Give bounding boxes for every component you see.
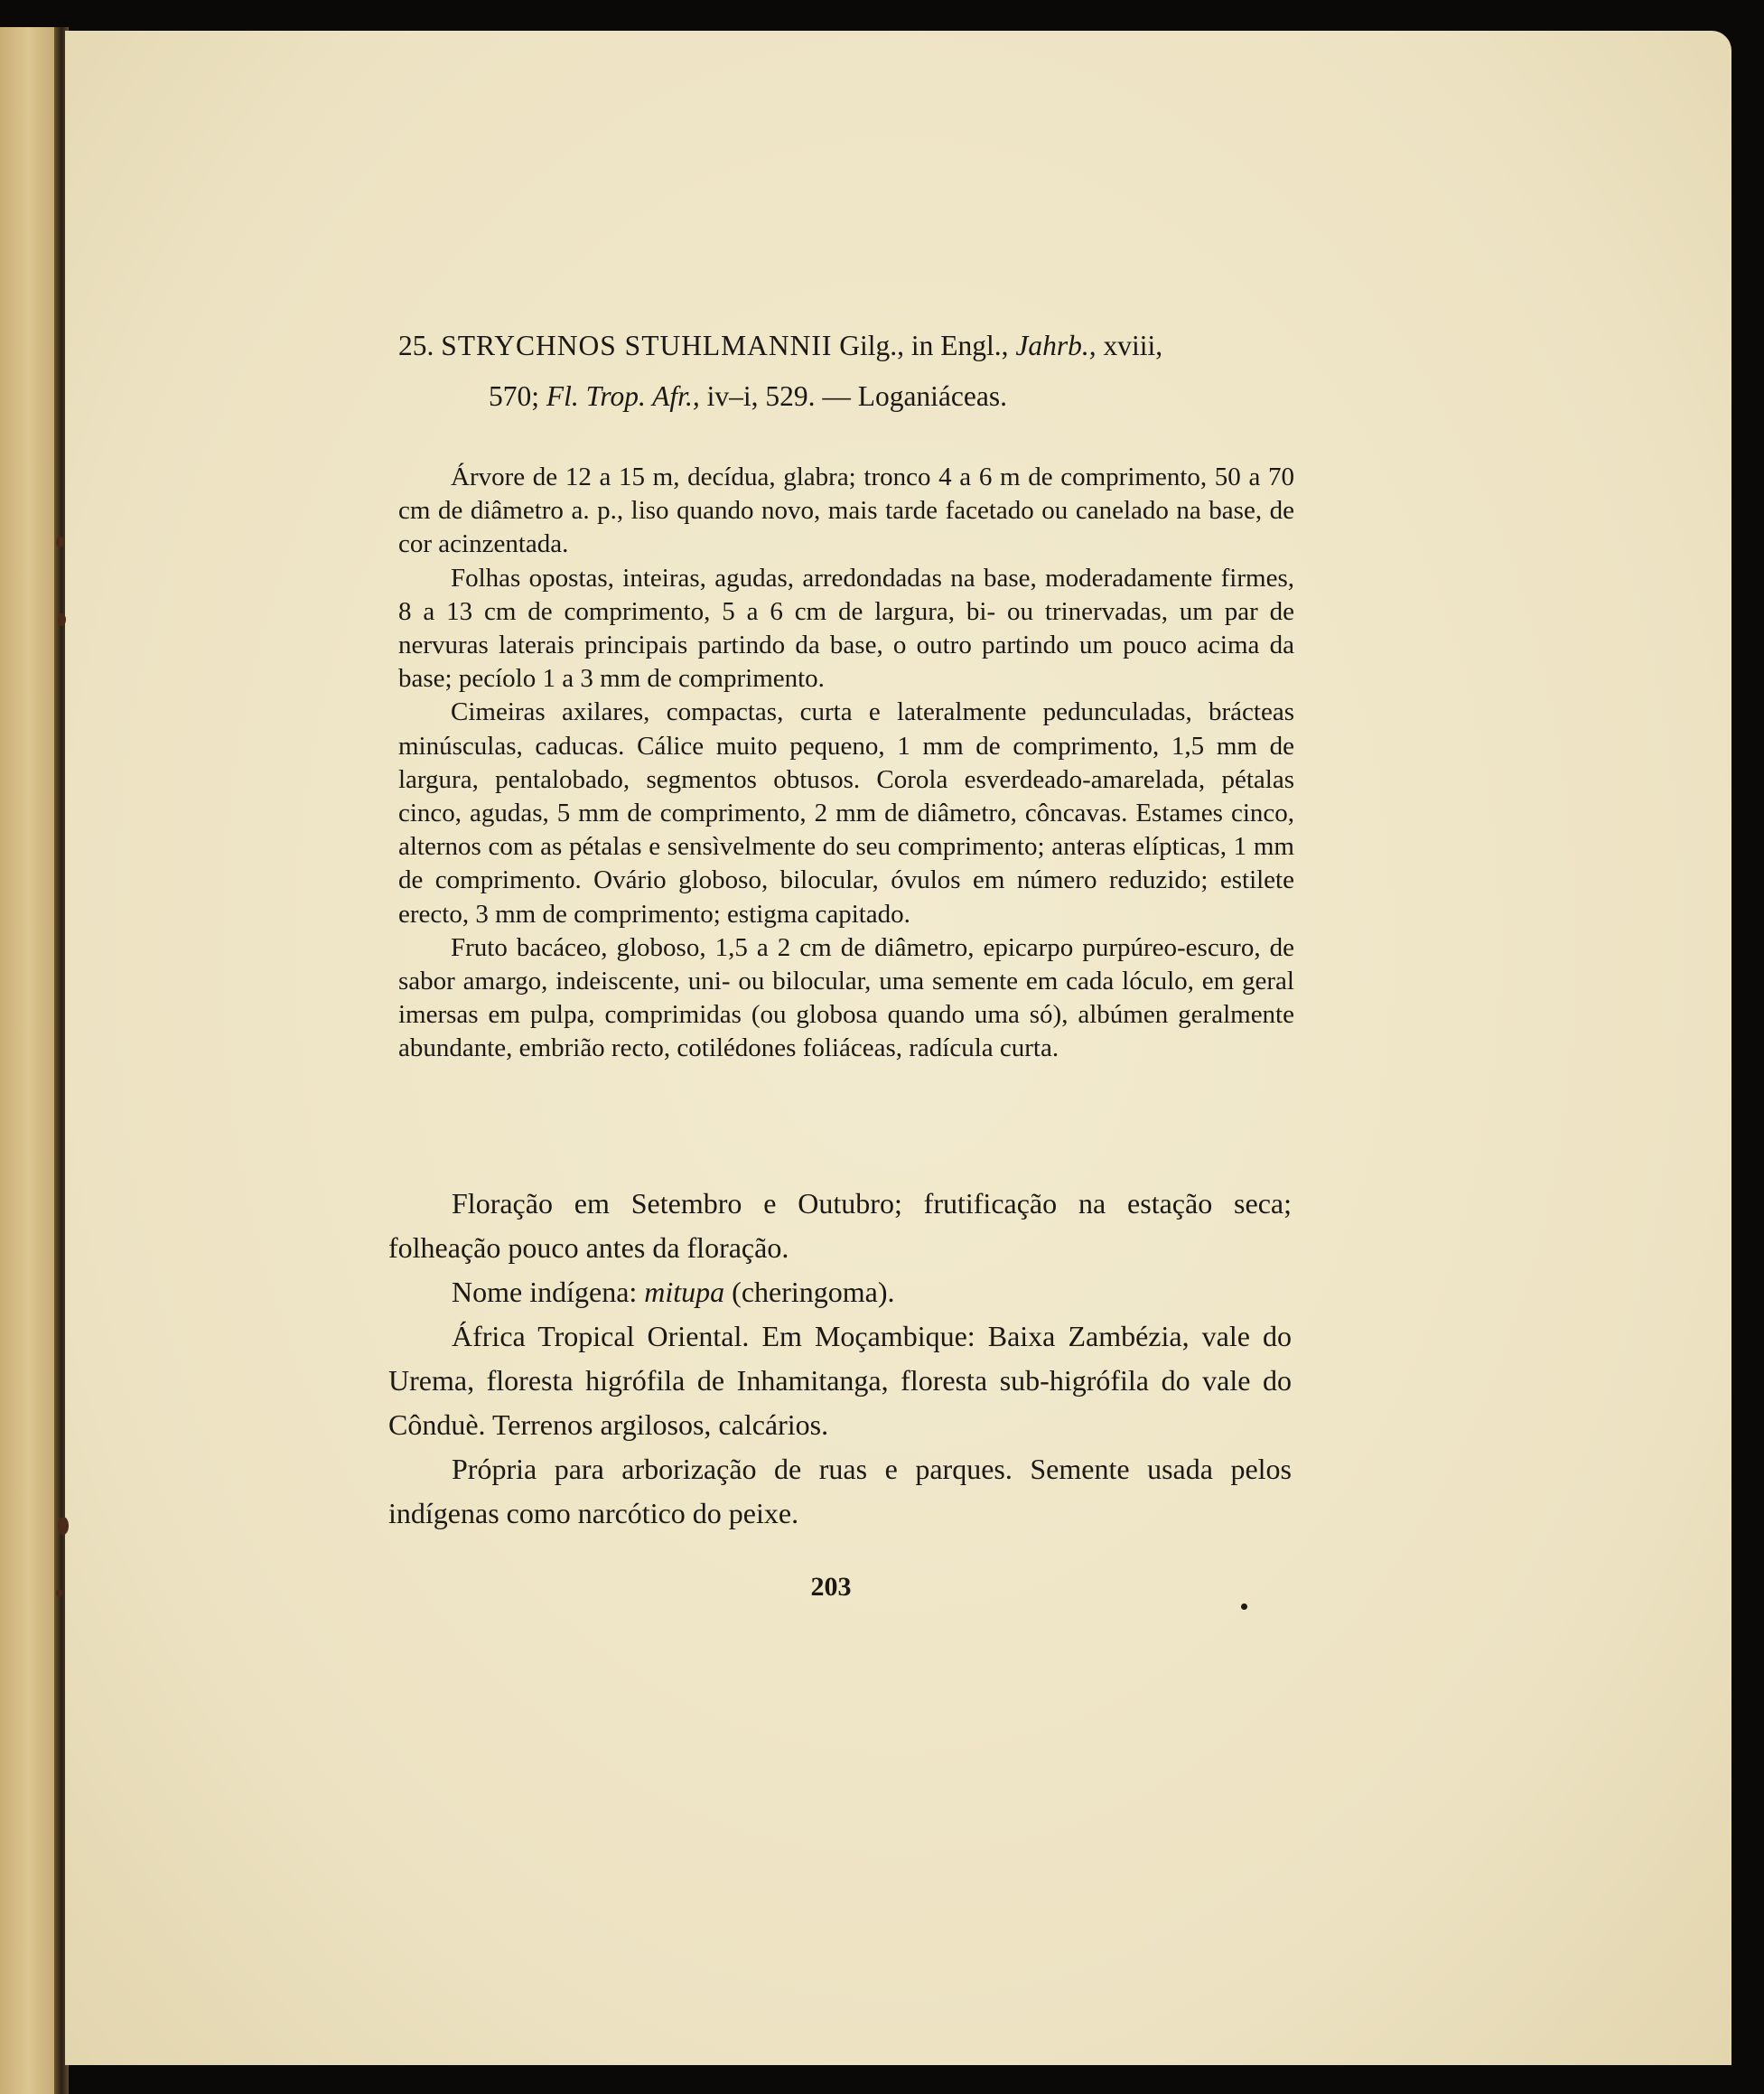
native-name-region: (cheringoma).: [732, 1276, 895, 1308]
ecology-notes: [388, 1182, 1292, 1536]
native-name: mitupa: [644, 1276, 725, 1308]
binding-hole: [56, 1589, 62, 1597]
journal-title: Jahrb.,: [1015, 330, 1097, 361]
binding-hole: [58, 613, 66, 626]
flora-title: Fl. Trop. Afr.,: [546, 380, 700, 412]
journal-page: 570;: [489, 380, 540, 412]
page-number: 203: [810, 1572, 852, 1602]
ink-speck: [1241, 1603, 1247, 1610]
description-paragraph-tree: Árvore de 12 a 15 m, decídua, glabra; tronco 4 a 6 m de comprimento, 50 a 70 cm de diâmetro a. p., liso quando novo, mais tarde facetado ou canelado na base, de cor acinzentada.: [398, 463, 1294, 559]
binding-hole: [56, 537, 64, 547]
flowering-note: Floração em Setembro e Outubro; frutificação na estação seca; folheação pouco antes da floração.: [388, 1187, 1292, 1264]
description-paragraph-flowers: Cimeiras axilares, compactas, curta e lateralmente pedunculadas, brácteas minúsculas, caducas. Cálice muito pequeno, 1 mm de comprimento, 1,5 mm de largura, pentalobado, segmentos obtusos. Corola esverdeado-amarelada, pétalas cinco, agudas, 5 mm de comprimento, 2 mm de diâmetro, côncavas. Estames cinco, alternos com as pétalas e sensìvelmente do seu comprimento; anteras elípticas, 1 mm de comprimento. Ovário globoso, bilocular, óvulos em número reduzido; estilete erecto, 3 mm de comprimento; estigma capitado.: [398, 697, 1294, 929]
author-citation: Gilg., in Engl.,: [839, 330, 1009, 361]
distribution-note: África Tropical Oriental. Em Moçambique: Baixa Zambézia, vale do Urema, floresta higrófila de Inhamitanga, floresta sub-higrófila do vale do Cônduè. Terrenos argilosos, calcários.: [388, 1320, 1292, 1441]
description-paragraph-leaves: Folhas opostas, inteiras, agudas, arredondadas na base, moderadamente firmes, 8 a 13 cm de comprimento, 5 a 6 cm de largura, bi- ou trinervadas, um par de nervuras laterais principais partindo da base, o outro partindo um pouco acima da base; pecíolo 1 a 3 mm de comprimento.: [398, 563, 1294, 694]
description-paragraph-fruit: Fruto bacáceo, globoso, 1,5 a 2 cm de diâmetro, epicarpo purpúreo-escuro, de sabor amargo, indeiscente, uni- ou bilocular, uma semente em cada lóculo, em geral imersas em pulpa, comprimidas (ou globosa quando uma só), albúmen geralmente abundante, embrião recto, cotilédones foliáceas, radícula curta.: [398, 932, 1294, 1063]
binding-hole: [58, 1517, 69, 1535]
native-name-note: [388, 1270, 1292, 1314]
uses-note: Própria para arborização de ruas e parques. Semente usada pelos indígenas como narcótico do peixe.: [388, 1453, 1292, 1529]
journal-volume: xviii,: [1103, 330, 1163, 361]
heading-line-2: [398, 371, 1302, 422]
flora-reference: iv–i, 529. — Loganiáceas.: [706, 380, 1007, 412]
species-name: STRYCHNOS STUHLMANNII: [441, 330, 833, 361]
native-name-label: Nome indígena:: [452, 1276, 638, 1308]
species-heading: [398, 321, 1302, 422]
entry-number: 25.: [398, 330, 434, 361]
heading-line-1: [398, 321, 1302, 371]
botanical-description: [398, 461, 1294, 1066]
